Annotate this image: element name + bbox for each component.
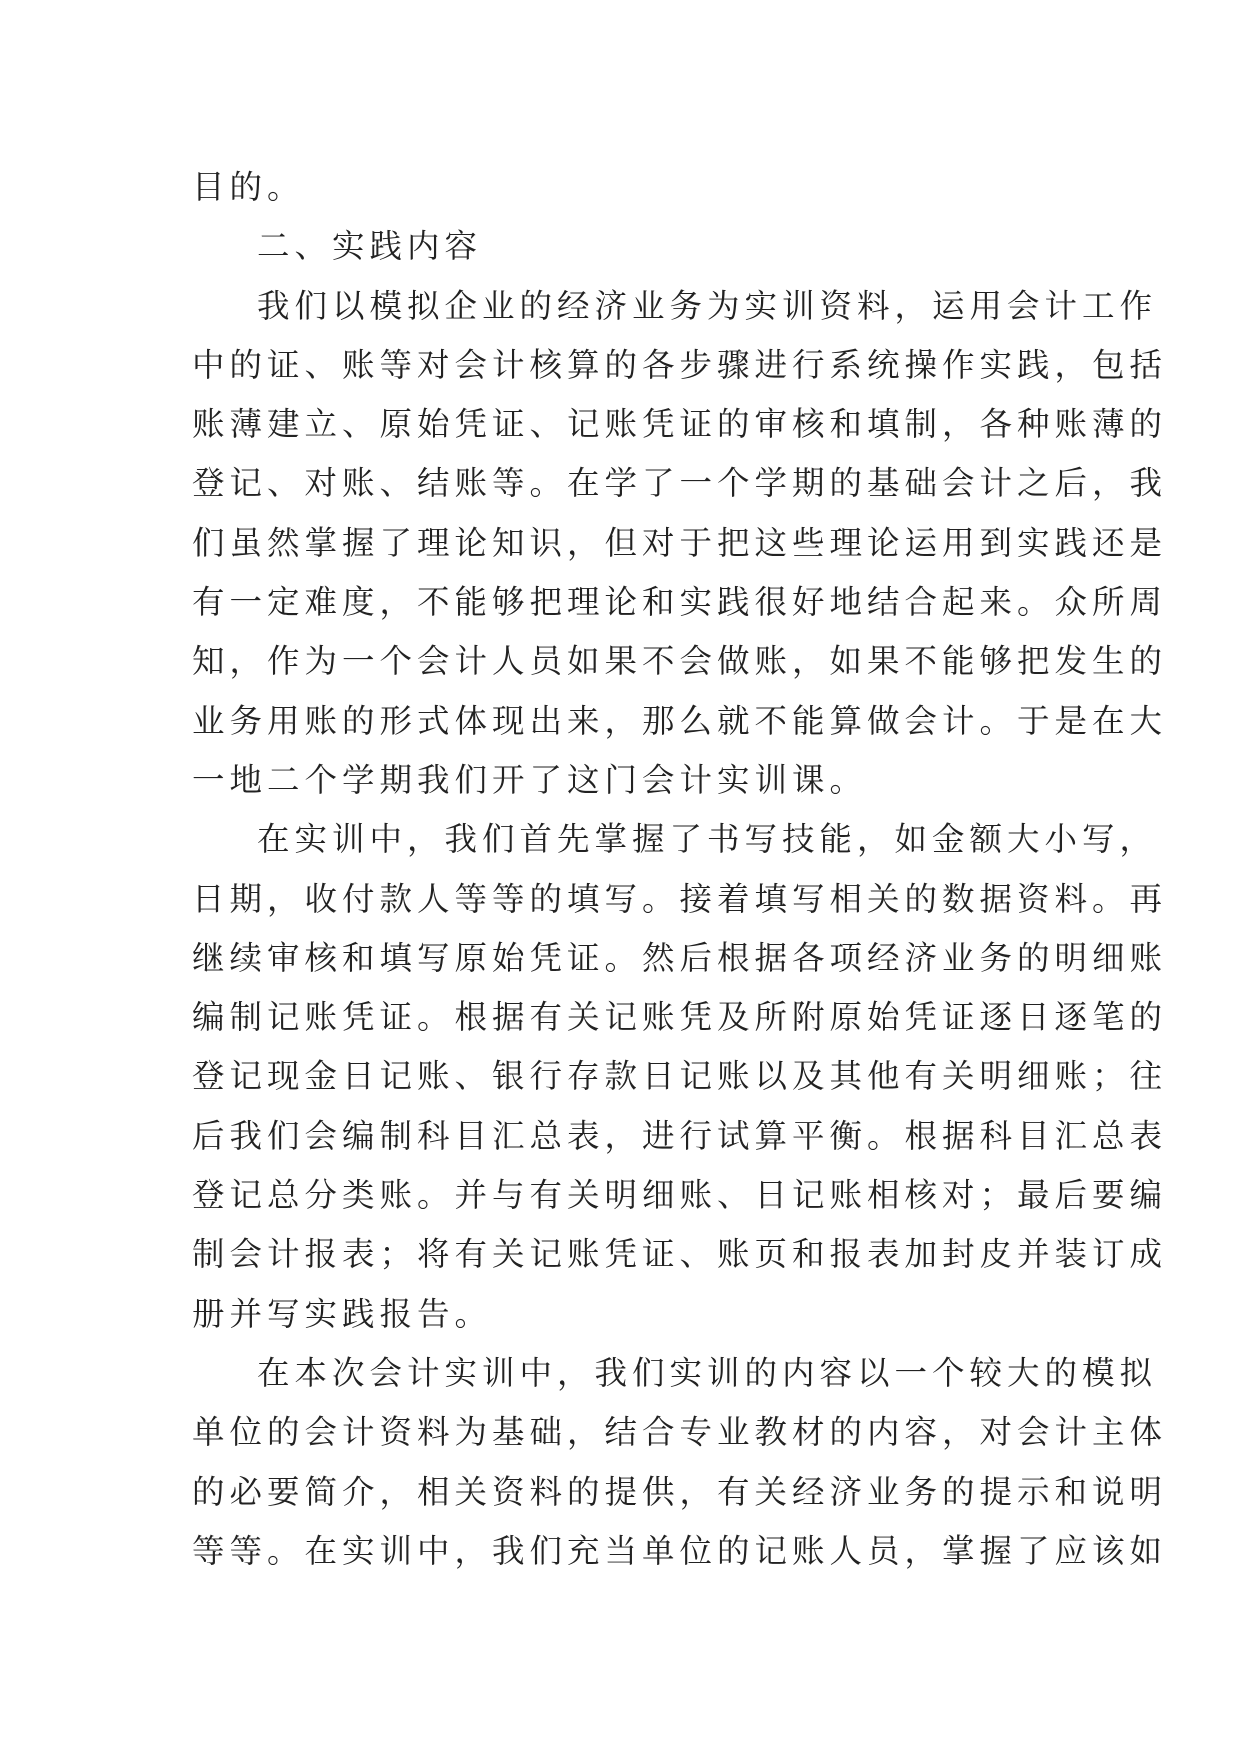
text-line: 的必要简介，相关资料的提供，有关经济业务的提示和说明 bbox=[192, 1472, 1168, 1511]
text-line: 继续审核和填写原始凭证。然后根据各项经济业务的明细账 bbox=[192, 938, 1168, 977]
text-line: 册并写实践报告。 bbox=[192, 1294, 493, 1333]
text-line: 业务用账的形式体现出来，那么就不能算做会计。于是在大 bbox=[192, 701, 1168, 740]
text-line: 在本次会计实训中，我们实训的内容以一个较大的模拟 bbox=[257, 1353, 1158, 1392]
text-line: 登记现金日记账、银行存款日记账以及其他有关明细账；往 bbox=[192, 1057, 1168, 1096]
text-line: 后我们会编制科目汇总表，进行试算平衡。根据科目汇总表 bbox=[192, 1116, 1168, 1155]
document-body bbox=[192, 158, 1168, 1581]
text-line: 中的证、账等对会计核算的各步骤进行系统操作实践，包括 bbox=[192, 345, 1168, 384]
text-line: 账薄建立、原始凭证、记账凭证的审核和填制，各种账薄的 bbox=[192, 405, 1168, 444]
text-line: 单位的会计资料为基础，结合专业教材的内容，对会计主体 bbox=[192, 1413, 1168, 1452]
text-line: 在实训中，我们首先掌握了书写技能，如金额大小写， bbox=[257, 820, 1158, 859]
text-line: 日期，收付款人等等的填写。接着填写相关的数据资料。再 bbox=[192, 879, 1168, 918]
text-line: 我们以模拟企业的经济业务为实训资料，运用会计工作 bbox=[257, 286, 1158, 325]
text-line: 一地二个学期我们开了这门会计实训课。 bbox=[192, 760, 868, 799]
text-line: 登记、对账、结账等。在学了一个学期的基础会计之后，我 bbox=[192, 464, 1168, 503]
text-line: 编制记账凭证。根据有关记账凭及所附原始凭证逐日逐笔的 bbox=[192, 998, 1168, 1037]
text-line: 们虽然掌握了理论知识，但对于把这些理论运用到实践还是 bbox=[192, 523, 1168, 562]
text-line: 等等。在实训中，我们充当单位的记账人员，掌握了应该如 bbox=[192, 1531, 1168, 1570]
text-line: 目的。 bbox=[192, 168, 305, 206]
text-line: 知，作为一个会计人员如果不会做账，如果不能够把发生的 bbox=[192, 642, 1168, 681]
text-line: 登记总分类账。并与有关明细账、日记账相核对；最后要编 bbox=[192, 1176, 1168, 1215]
text-line: 二、实践内容 bbox=[257, 227, 483, 266]
text-line: 制会计报表；将有关记账凭证、账页和报表加封皮并装订成 bbox=[192, 1235, 1168, 1274]
text-line: 有一定难度，不能够把理论和实践很好地结合起来。众所周 bbox=[192, 583, 1168, 622]
